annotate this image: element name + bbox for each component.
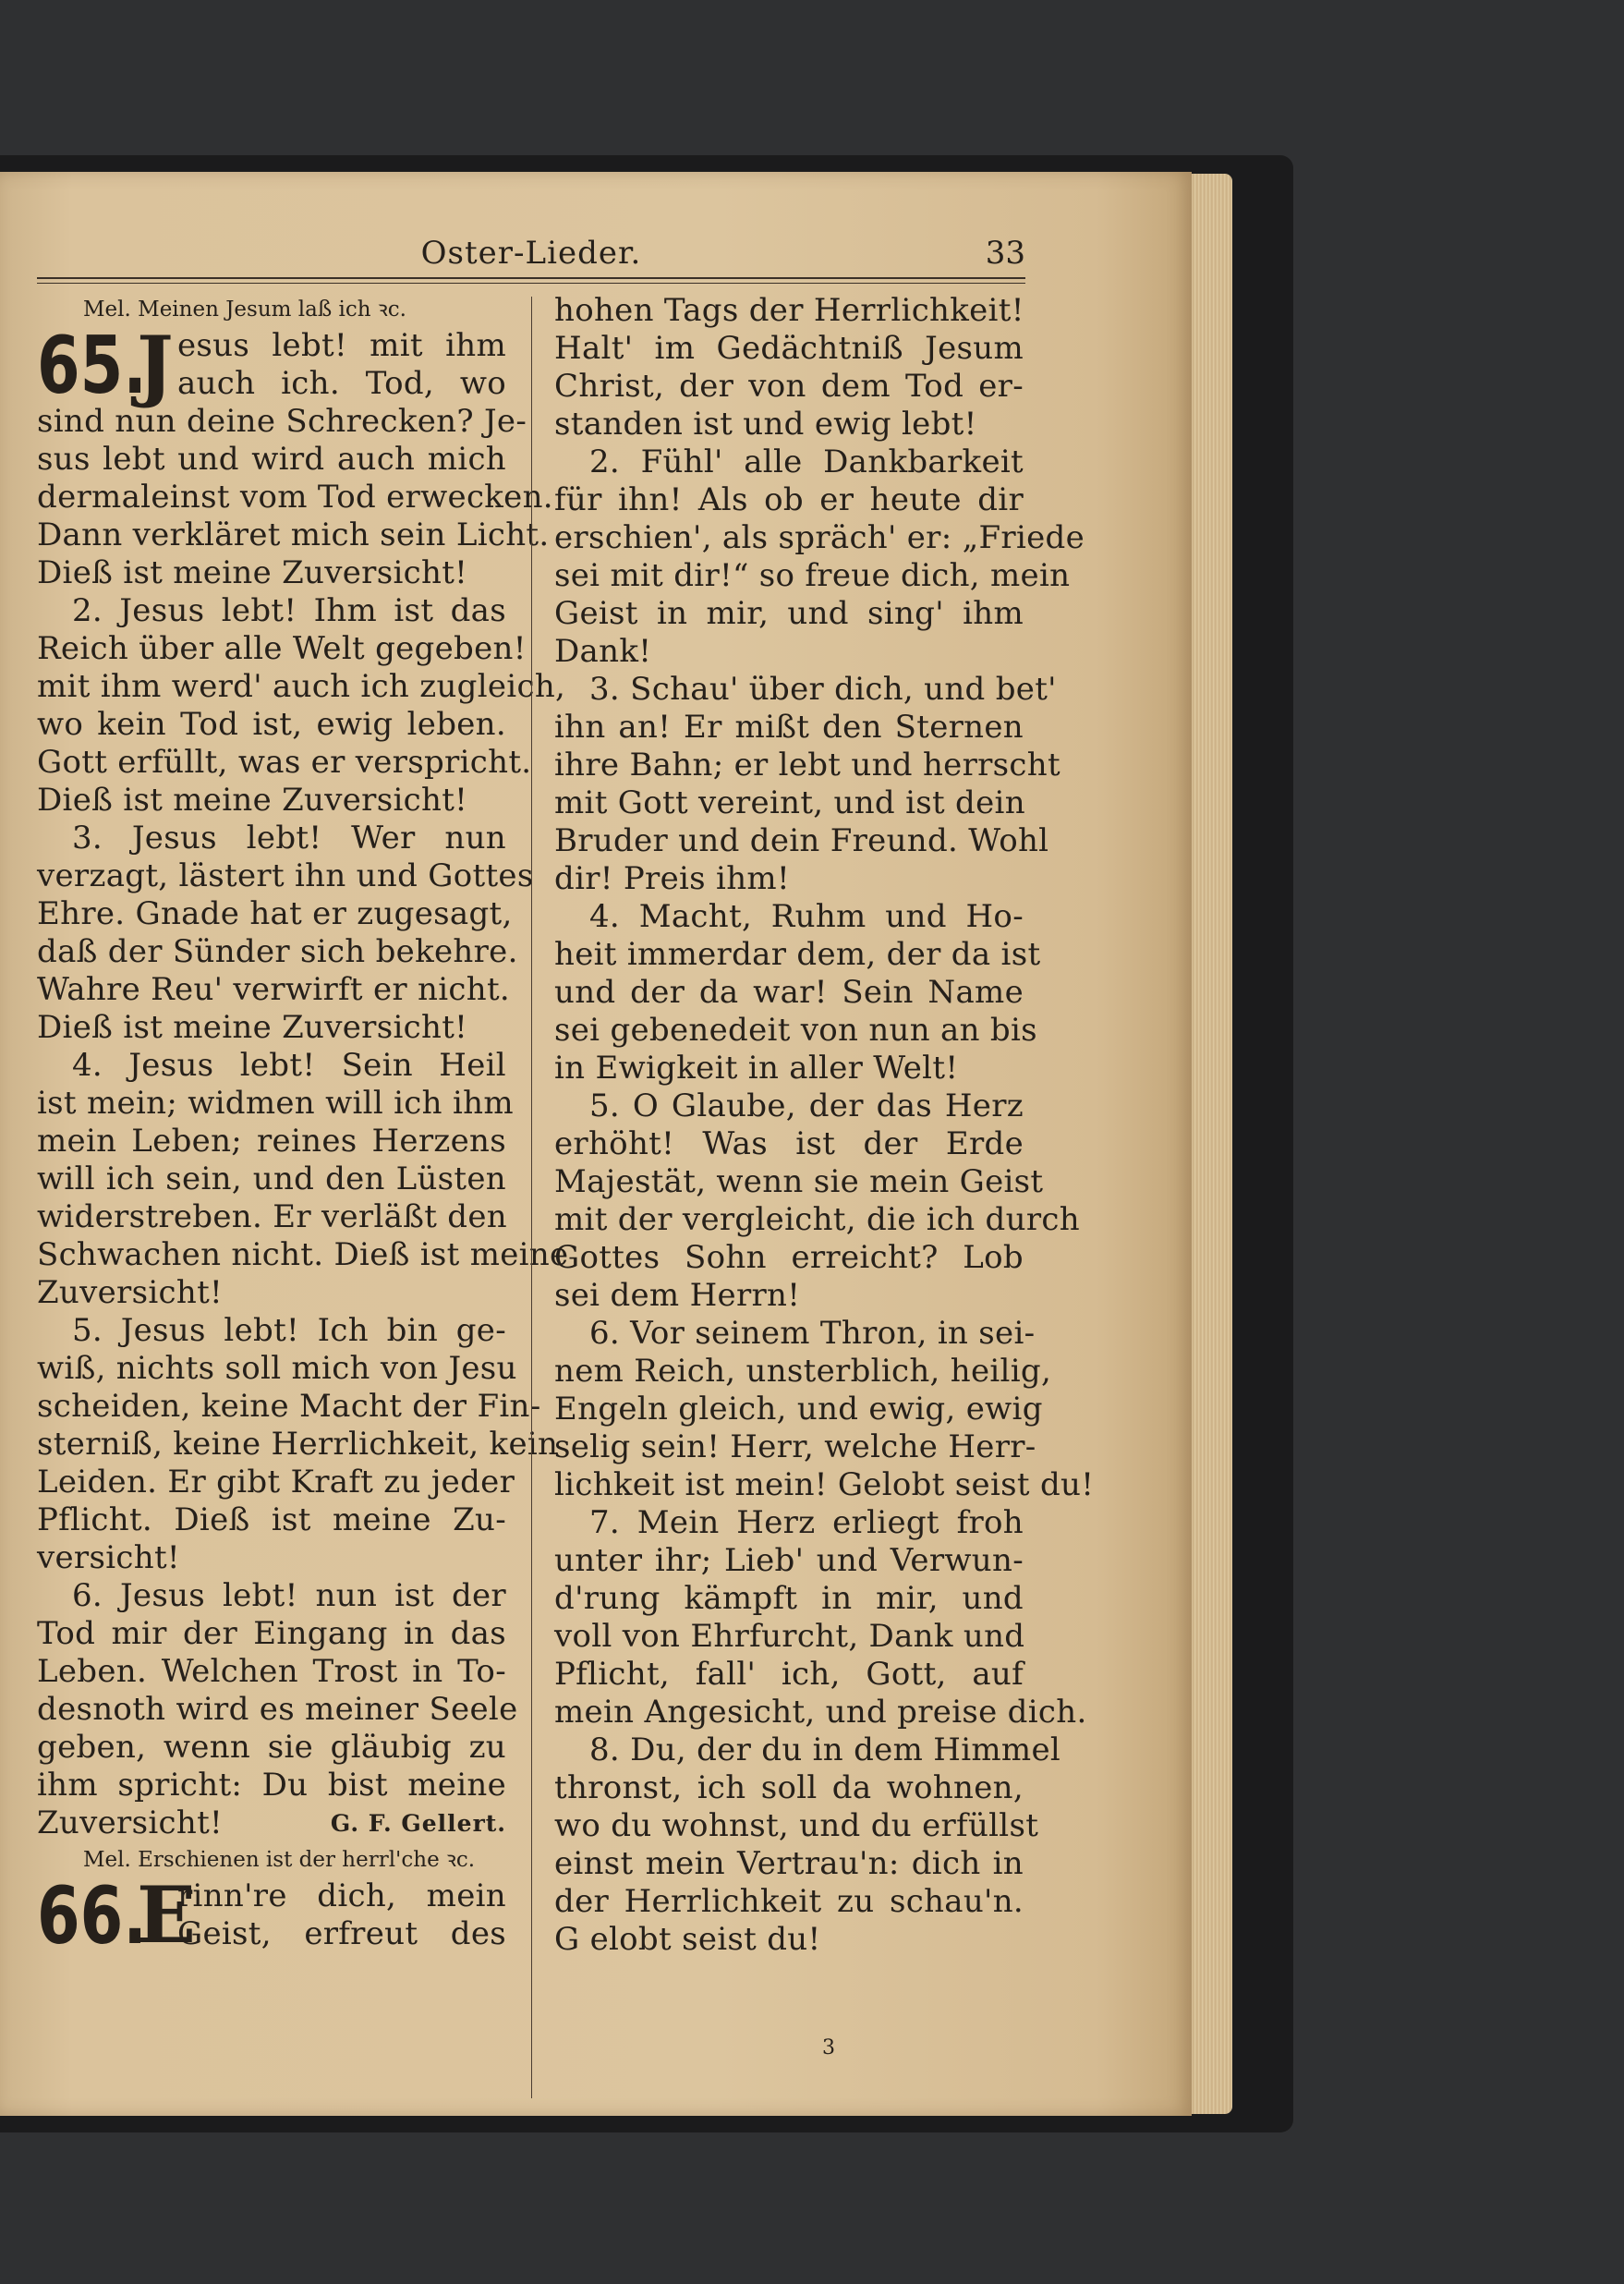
verse-line: Geist, erfreut des <box>177 1915 506 1952</box>
verse-line: mit Gott vereint, und ist dein <box>554 784 1025 821</box>
hymn-65-author: G. F. Gellert. <box>330 1810 506 1837</box>
verse-line: Dieß ist meine Zuversicht! <box>37 782 468 819</box>
verse-line: esus lebt! mit ihm <box>177 327 506 364</box>
hymn-65-dropcap: J <box>137 319 174 410</box>
hymn-66-dropcap: E <box>137 1869 197 1961</box>
right-column <box>554 292 1095 1959</box>
verse-line: lichkeit ist mein! Gelobt seist du! <box>554 1466 1095 1503</box>
verse-line: G elobt seist du! <box>554 1921 821 1958</box>
verse-line: und der da war! Sein Name <box>554 974 1024 1011</box>
verse-line: sterniß, keine Herrlichkeit, kein <box>37 1426 559 1463</box>
verse-line: Engeln gleich, und ewig, ewig <box>554 1391 1043 1428</box>
hymn-65-melody: Mel. Meinen Jesum laß ich ꝛc. <box>83 298 406 322</box>
verse-line: 8. Du, der du in dem Himmel <box>589 1731 1061 1768</box>
verse-line: nem Reich, unsterblich, heilig, <box>554 1353 1052 1390</box>
verse-line: Leiden. Er gibt Kraft zu jeder <box>37 1464 515 1500</box>
verse-line: Dieß ist meine Zuversicht! <box>37 554 468 591</box>
verse-line: Gottes Sohn erreicht? Lob <box>554 1239 1024 1276</box>
hymn-66-number: 66. <box>37 1870 147 1962</box>
verse-line: Dank! <box>554 633 652 670</box>
hymn-65-number: 65. <box>37 320 147 412</box>
verse-line: selig sein! Herr, welche Herr- <box>554 1428 1036 1465</box>
verse-line: desnoth wird es meiner Seele <box>37 1691 518 1728</box>
verse-line: 6. Jesus lebt! nun ist der <box>72 1577 506 1614</box>
verse-line: Leben. Welchen Trost in To- <box>37 1653 506 1690</box>
verse-line: 3. Schau' über dich, und bet' <box>589 671 1057 708</box>
verse-line: scheiden, keine Macht der Fin- <box>37 1388 541 1425</box>
verse-line: 7. Mein Herz erliegt froh <box>589 1504 1024 1541</box>
verse-line: sei gebenedeit von nun an bis <box>554 1012 1037 1049</box>
header-rule-thin <box>37 283 1025 284</box>
column-divider <box>531 297 532 2098</box>
verse-line: Christ, der von dem Tod er- <box>554 368 1024 405</box>
verse-line: voll von Ehrfurcht, Dank und <box>554 1618 1025 1655</box>
verse-line: d'rung kämpft in mir, und <box>554 1580 1024 1617</box>
verse-line: heit immerdar dem, der da ist <box>554 936 1041 973</box>
verse-line: Ehre. Gnade hat er zugesagt, <box>37 895 513 932</box>
verse-line: Zuversicht! <box>37 1274 223 1311</box>
verse-line: 4. Jesus lebt! Sein Heil <box>72 1047 506 1084</box>
verse-line: Pflicht. Dieß ist meine Zu- <box>37 1501 506 1538</box>
verse-line: ihm spricht: Du bist meine <box>37 1767 506 1804</box>
verse-line: thronst, ich soll da wohnen, <box>554 1769 1024 1806</box>
verse-line: 4. Macht, Ruhm und Ho- <box>589 898 1024 935</box>
verse-line: mit ihm werd' auch ich zugleich, <box>37 668 566 705</box>
verse-line: auch ich. Tod, wo <box>177 365 506 402</box>
verse-line: einst mein Vertrau'n: dich in <box>554 1845 1024 1882</box>
running-title: Oster-Lieder. <box>420 235 642 272</box>
verse-line: für ihn! Als ob er heute dir <box>554 481 1024 518</box>
verse-line: 2. Fühl' alle Dankbarkeit <box>589 443 1024 480</box>
book-page <box>0 172 1192 2116</box>
verse-line: wo kein Tod ist, ewig leben. <box>37 706 506 743</box>
page-header <box>37 235 1025 277</box>
verse-line: sei mit dir!“ so freue dich, mein <box>554 557 1071 594</box>
verse-line: sind nun deine Schrecken? Je- <box>37 403 527 440</box>
verse-line: standen ist und ewig lebt! <box>554 406 977 443</box>
verse-line: 2. Jesus lebt! Ihm ist das <box>72 592 506 629</box>
verse-line: unter ihr; Lieb' und Verwun- <box>554 1542 1024 1579</box>
verse-line: dermaleinst vom Tod erwecken. <box>37 479 553 516</box>
verse-line: Majestät, wenn sie mein Geist <box>554 1163 1044 1200</box>
verse-line: Reich über alle Welt gegeben! <box>37 630 527 667</box>
verse-line: Pflicht, fall' ich, Gott, auf <box>554 1656 1024 1693</box>
verse-line: widerstreben. Er verläßt den <box>37 1198 507 1235</box>
verse-line: Schwachen nicht. Dieß ist meine <box>37 1236 569 1273</box>
verse-line-with-author <box>37 1804 506 1842</box>
verse-line: Gott erfüllt, was er verspricht. <box>37 744 532 781</box>
verse-line: 6. Vor seinem Thron, in sei- <box>589 1315 1036 1352</box>
verse-line: geben, wenn sie gläubig zu <box>37 1729 506 1766</box>
verse-line: erhöht! Was ist der Erde <box>554 1125 1024 1162</box>
verse-line: 5. O Glaube, der das Herz <box>589 1087 1024 1124</box>
verse-line: Dann verkläret mich sein Licht. <box>37 516 550 553</box>
verse-line: Halt' im Gedächtniß Jesum <box>554 330 1024 367</box>
verse-line: mein Angesicht, und preise dich. <box>554 1694 1087 1731</box>
verse-line: hohen Tags der Herrlichkeit! <box>554 292 1024 329</box>
verse-line: Bruder und dein Freund. Wohl <box>554 822 1049 859</box>
header-rule <box>37 277 1025 279</box>
verse-line: der Herrlichkeit zu schau'n. <box>554 1883 1024 1920</box>
verse-line: daß der Sünder sich bekehre. <box>37 933 518 970</box>
hymn-66-melody: Mel. Erschienen ist der herrl'che ꝛc. <box>83 1848 476 1872</box>
verse-line: versicht! <box>37 1539 180 1576</box>
verse-line: mein Leben; reines Herzens <box>37 1123 506 1160</box>
left-column <box>37 292 569 1962</box>
verse-line: Dieß ist meine Zuversicht! <box>37 1009 468 1046</box>
verse-line: Tod mir der Eingang in das <box>37 1615 506 1652</box>
verse-line: dir! Preis ihm! <box>554 860 790 897</box>
verse-line: verzagt, lästert ihn und Gottes <box>37 857 534 894</box>
verse-line: wiß, nichts soll mich von Jesu <box>37 1350 517 1387</box>
verse-line: wo du wohnst, und du erfüllst <box>554 1807 1039 1844</box>
verse-line: sei dem Herrn! <box>554 1277 801 1314</box>
verse-line: Geist in mir, und sing' ihm <box>554 595 1024 632</box>
verse-line: sus lebt und wird auch mich <box>37 441 506 478</box>
verse-line: will ich sein, und den Lüsten <box>37 1160 506 1197</box>
printer-signature: 3 <box>822 2036 835 2059</box>
verse-line: rinn're dich, mein <box>177 1877 506 1914</box>
page-number: 33 <box>985 235 1025 272</box>
verse-line: in Ewigkeit in aller Welt! <box>554 1050 959 1087</box>
verse-line: Wahre Reu' verwirft er nicht. <box>37 971 511 1008</box>
verse-line: Zuversicht! <box>37 1804 223 1841</box>
verse-line: ihre Bahn; er lebt und herrscht <box>554 747 1060 784</box>
verse-line: ihn an! Er mißt den Sternen <box>554 709 1024 746</box>
verse-line: erschien', als spräch' er: „Friede <box>554 519 1085 556</box>
verse-line: 5. Jesus lebt! Ich bin ge- <box>72 1312 506 1349</box>
verse-line: 3. Jesus lebt! Wer nun <box>72 820 506 856</box>
verse-line: ist mein; widmen will ich ihm <box>37 1085 514 1122</box>
verse-line: mit der vergleicht, die ich durch <box>554 1201 1080 1238</box>
